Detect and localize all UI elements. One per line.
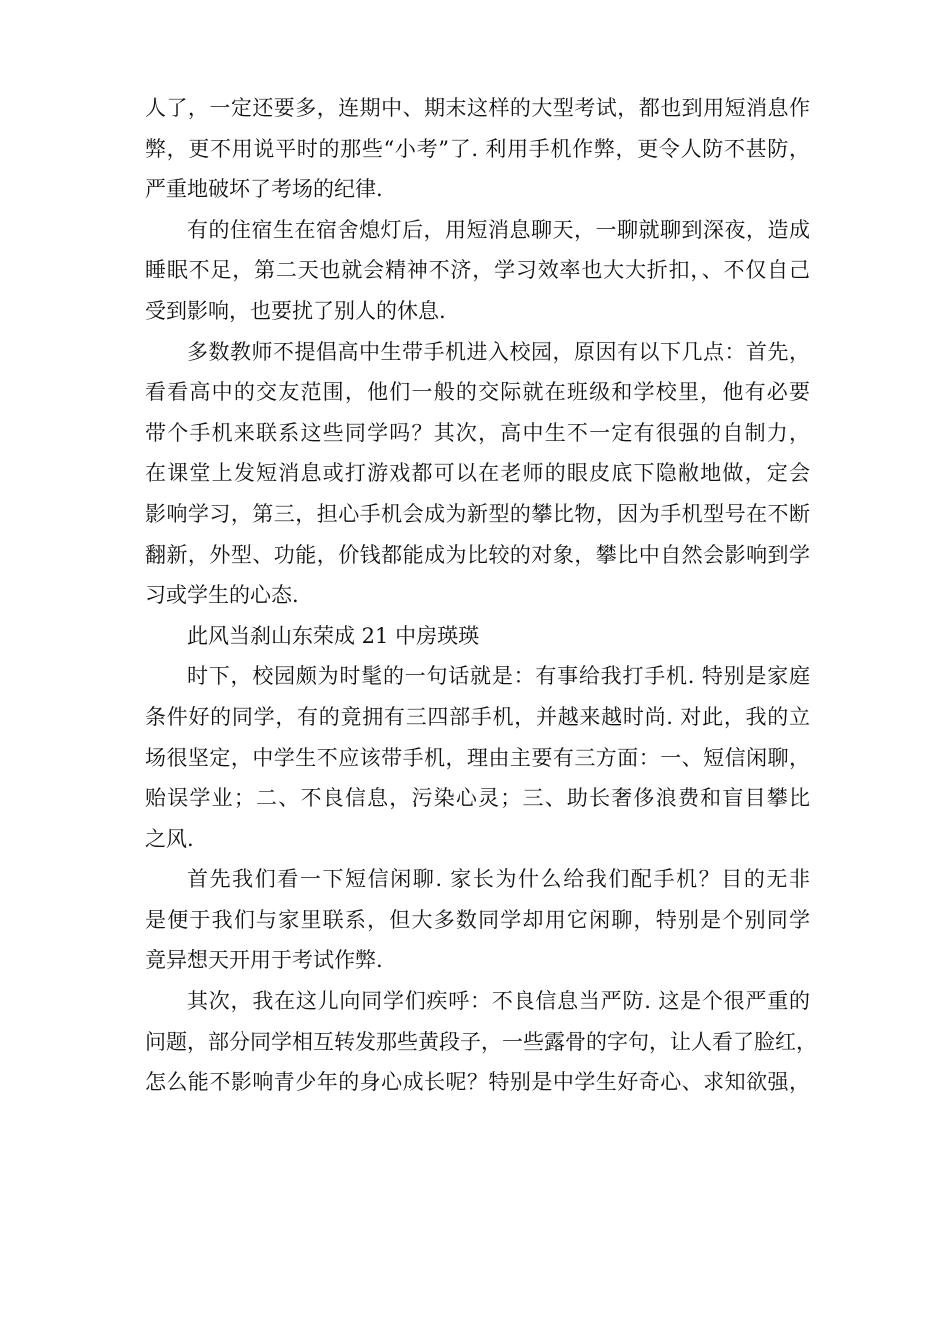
text-line: 条件好的同学，有的竟拥有三四部手机，并越来越时尚. 对此，我的立	[145, 704, 810, 729]
text-line: 严重地破坏了考场的纪律.	[145, 177, 383, 202]
article-heading: 此风当刹山东荣成 21 中房瑛瑛	[187, 623, 480, 648]
document-body	[145, 88, 817, 1103]
text-line: 怎么能不影响青少年的身心成长呢？特别是中学生好奇心、求知欲强，	[145, 1070, 810, 1095]
text-line: 翻新，外型、功能，价钱都能成为比较的对象，攀比中自然会影响到学	[145, 542, 810, 567]
text-line: 竟异想天开用于考试作弊.	[145, 948, 383, 973]
text-line: 场很坚定，中学生不应该带手机，理由主要有三方面：一、短信闲聊，	[145, 745, 810, 770]
paragraph-start-line: 多数教师不提倡高中生带手机进入校园，原因有以下几点：首先，	[187, 339, 810, 364]
text-line: 问题，部分同学相互转发那些黄段子，一些露骨的字句，让人看了脸红，	[145, 1029, 817, 1054]
text-line: 贻误学业；二、不良信息，污染心灵；三、助长奢侈浪费和盲目攀比	[145, 786, 810, 811]
text-line: 看看高中的交友范围，他们一般的交际就在班级和学校里，他有必要	[145, 380, 810, 405]
text-line: 睡眠不足，第二天也就会精神不济，学习效率也大大折扣，、不仅自己	[145, 258, 810, 283]
text-line: 之风.	[145, 826, 194, 851]
text-line: 影响学习，第三，担心手机会成为新型的攀比物，因为手机型号在不断	[145, 501, 810, 526]
text-line: 在课堂上发短消息或打游戏都可以在老师的眼皮底下隐敝地做，定会	[145, 461, 810, 486]
text-line: 带个手机来联系这些同学吗？其次，高中生不一定有很强的自制力，	[145, 420, 810, 445]
text-line: 受到影响，也要扰了别人的休息.	[145, 298, 446, 323]
paragraph-start-line: 时下，校园颇为时髦的一句话就是：有事给我打手机. 特别是家庭	[187, 664, 810, 689]
paragraph-start-line: 首先我们看一下短信闲聊. 家长为什么给我们配手机？目的无非	[187, 867, 810, 892]
paragraph-start-line: 有的住宿生在宿舍熄灯后，用短消息聊天，一聊就聊到深夜，造成	[187, 217, 810, 242]
text-line: 人了，一定还要多，连期中、期末这样的大型考试，都也到用短消息作	[145, 96, 810, 120]
text-line: 弊，更不用说平时的那些“小考”了. 利用手机作弊，更令人防不甚防，	[145, 136, 810, 161]
text-line: 习或学生的心态.	[145, 583, 299, 608]
text-line: 是便于我们与家里联系，但大多数同学却用它闲聊，特别是个别同学	[145, 907, 810, 932]
paragraph-start-line: 其次，我在这儿向同学们疾呼：不良信息当严防. 这是个很严重的	[187, 989, 810, 1014]
